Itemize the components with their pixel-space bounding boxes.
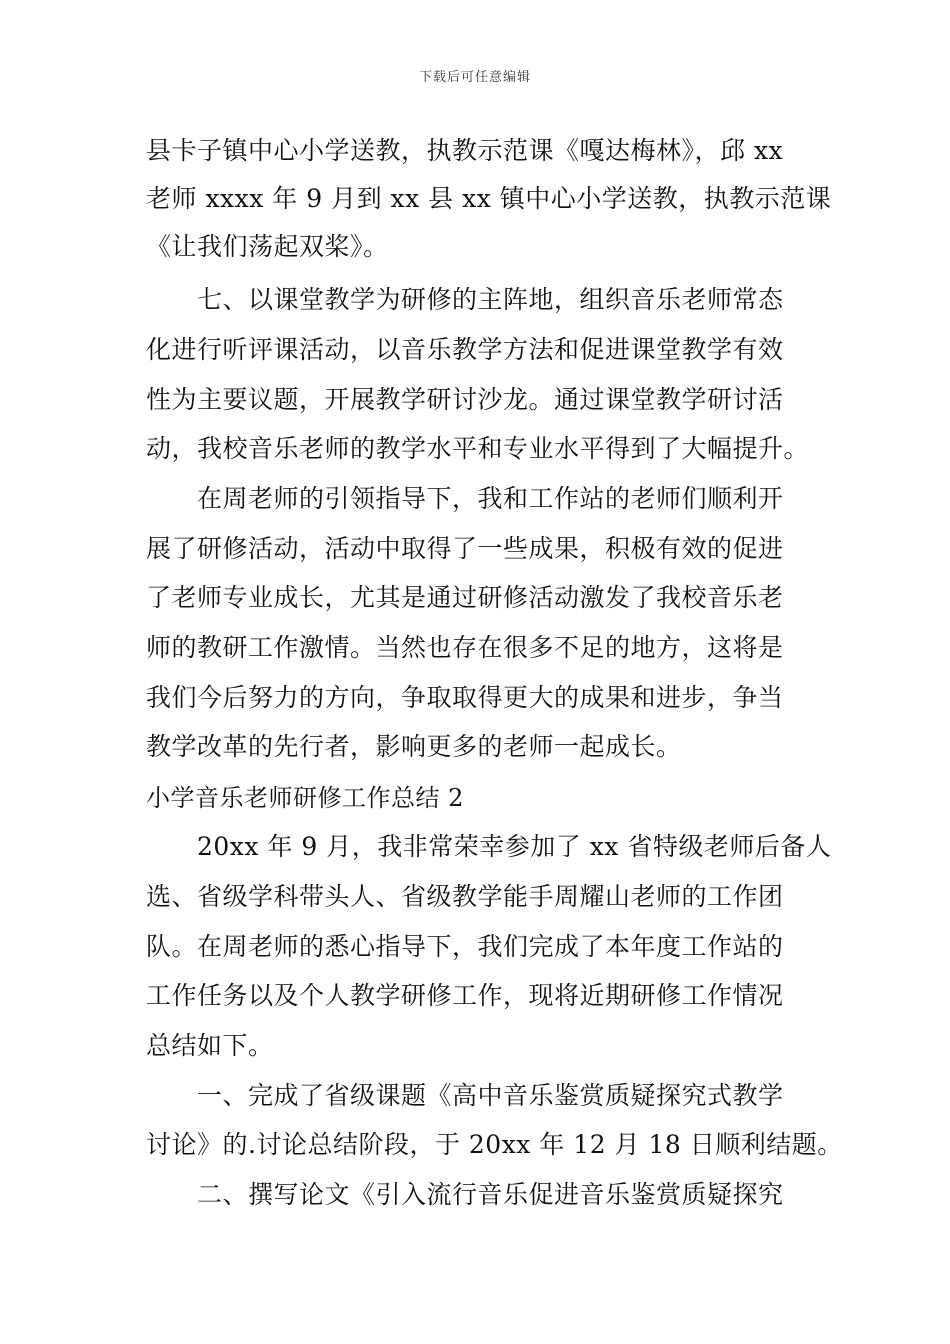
text-line: 二、撰写论文《引入流行音乐促进音乐鉴赏质疑探究: [197, 1180, 784, 1209]
text-line: 选、省级学科带头人、省级教学能手周耀山老师的工作团: [146, 882, 784, 911]
text-line: 总结如下。: [146, 1031, 274, 1060]
text-line: 展了研修活动，活动中取得了一些成果，积极有效的促进: [146, 534, 784, 563]
text-line: 化进行听评课活动，以音乐教学方法和促进课堂教学有效: [146, 335, 784, 364]
text-line: 动，我校音乐老师的教学水平和专业水平得到了大幅提升。: [146, 434, 810, 463]
text-line: 师的教研工作激情。当然也存在很多不足的地方，这将是: [146, 633, 784, 662]
text-line: 讨论》的.讨论总结阶段，于 20xx 年 12 月 18 日顺利结题。: [146, 1130, 843, 1159]
text-line: 一、完成了省级课题《高中音乐鉴赏质疑探究式教学: [197, 1081, 784, 1110]
section-heading: 小学音乐老师研修工作总结 2: [146, 784, 464, 812]
page-header: 下载后可任意编辑: [418, 70, 531, 85]
text-line: 20xx 年 9 月，我非常荣幸参加了 xx 省特级老师后备人: [197, 832, 832, 861]
text-line: 七、以课堂教学为研修的主阵地，组织音乐老师常态: [197, 285, 784, 314]
text-line: 队。在周老师的悉心指导下，我们完成了本年度工作站的: [146, 932, 784, 961]
text-line: 我们今后努力的方向，争取取得更大的成果和进步，争当: [146, 683, 784, 712]
text-line: 老师 xxxx 年 9 月到 xx 县 xx 镇中心小学送教，执教示范课: [146, 184, 832, 213]
text-line: 县卡子镇中心小学送教，执教示范课《嘎达梅林》，邱 xx: [146, 136, 784, 165]
text-line: 《让我们荡起双桨》。: [146, 232, 389, 261]
text-line: 教学改革的先行者，影响更多的老师一起成长。: [146, 732, 682, 761]
text-line: 了老师专业成长，尤其是通过研修活动激发了我校音乐老: [146, 583, 784, 612]
text-line: 在周老师的引领指导下，我和工作站的老师们顺利开: [197, 484, 784, 513]
text-line: 性为主要议题，开展教学研讨沙龙。通过课堂教学研讨活: [146, 385, 784, 414]
text-line: 工作任务以及个人教学研修工作，现将近期研修工作情况: [146, 981, 784, 1010]
